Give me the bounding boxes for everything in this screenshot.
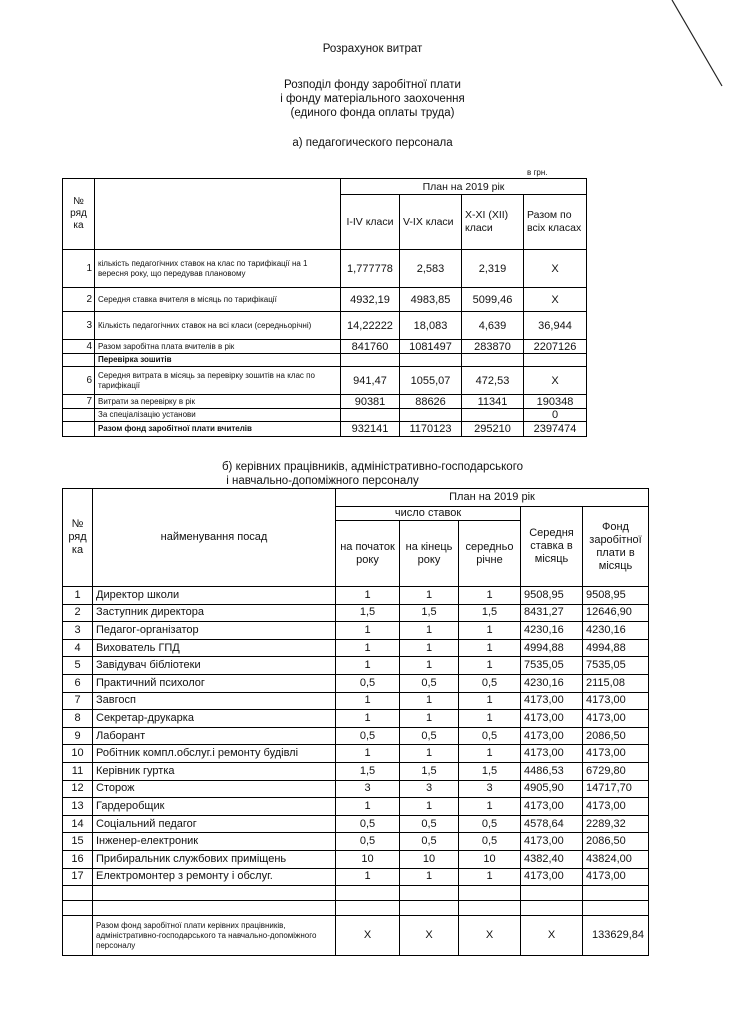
cell: 1: [459, 639, 521, 657]
subtitle-line-1: Розподіл фонду заробітної плати: [284, 79, 461, 91]
cell: 4994,88: [521, 639, 583, 657]
cell: 4173,00: [521, 710, 583, 728]
staff-table: [62, 488, 649, 956]
cell: 0,5: [459, 833, 521, 851]
table-row: [63, 657, 649, 675]
cell: 2289,32: [583, 815, 649, 833]
cell: [341, 409, 400, 422]
cell: 4173,00: [521, 727, 583, 745]
row-number: 7: [63, 692, 93, 710]
cell: 4173,00: [521, 833, 583, 851]
cell: 0,5: [400, 674, 459, 692]
row-label: Кількість педагогічних ставок на всі класи (середньорічні): [95, 312, 341, 340]
cell: 1,5: [459, 604, 521, 622]
cell: 1,5: [336, 762, 400, 780]
cell: 2115,08: [583, 674, 649, 692]
section-b-heading-1: б) керівних працівників, адміністративно-господарського: [221, 461, 524, 473]
cell: 4173,00: [521, 692, 583, 710]
cell: 0,5: [336, 815, 400, 833]
cell: 0,5: [336, 833, 400, 851]
col-name-header: [95, 179, 341, 250]
cell: 133629,84: [583, 916, 649, 956]
cell: 1: [459, 587, 521, 605]
col-header-1-4: I-IV класи: [341, 195, 400, 250]
cell: 2,583: [400, 250, 462, 288]
row-number: 5: [63, 657, 93, 675]
row-label: Робітник компл.обслуг.і ремонту будівлі: [93, 745, 336, 763]
row-label: Разом фонд заробітної плати вчителів: [95, 422, 341, 437]
row-label: Середня витрата в місяць за перевірку зошитів на клас по тарифікації: [95, 367, 341, 395]
cell: 472,53: [462, 367, 524, 395]
table-row: [63, 762, 649, 780]
cell: 1: [400, 622, 459, 640]
col-header-5-9: V-IX класи: [400, 195, 462, 250]
cell: 1,5: [400, 762, 459, 780]
cell: 4578,64: [521, 815, 583, 833]
cell: 11341: [462, 395, 524, 409]
cell: 1: [400, 692, 459, 710]
document-title: Розрахунок витрат: [322, 43, 423, 55]
cell: 9508,95: [583, 587, 649, 605]
section-a-heading: а) педагогического персонала: [292, 137, 453, 149]
row-label: Перевірка зошитів: [95, 354, 341, 367]
cell: 0,5: [336, 674, 400, 692]
currency-unit: в грн.: [527, 168, 548, 177]
row-label: За спеціалізацію установи: [95, 409, 341, 422]
row-label: кількість педагогічних ставок на клас по тарифікації на 1 вересня року, що передував плановому: [95, 250, 341, 288]
cell: [400, 409, 462, 422]
row-label: Керівник гуртка: [93, 762, 336, 780]
cell: 4905,90: [521, 780, 583, 798]
cell: 7535,05: [521, 657, 583, 675]
cell: 4173,00: [583, 692, 649, 710]
cell: Х: [521, 916, 583, 956]
cell: 14717,70: [583, 780, 649, 798]
row-number: 3: [63, 622, 93, 640]
table-row: [63, 367, 587, 395]
cell: 4173,00: [521, 745, 583, 763]
row-label: Секретар-друкарка: [93, 710, 336, 728]
row-number: 6: [63, 674, 93, 692]
cell: 88626: [400, 395, 462, 409]
cell: 18,083: [400, 312, 462, 340]
cell: 1170123: [400, 422, 462, 437]
cell: 2086,50: [583, 727, 649, 745]
row-label: Прибиральник службових приміщень: [93, 850, 336, 868]
table-row: [63, 710, 649, 728]
cell: 7535,05: [583, 657, 649, 675]
col-number-header: № ряд ка: [63, 489, 93, 587]
row-number: 9: [63, 727, 93, 745]
cell: 1,777778: [341, 250, 400, 288]
row-number: 4: [63, 639, 93, 657]
col-header-avg-rate: Середня ставка в місяць: [521, 507, 583, 587]
table-row: [63, 395, 587, 409]
cell: 4173,00: [583, 710, 649, 728]
row-label: Сторож: [93, 780, 336, 798]
row-number: 16: [63, 850, 93, 868]
table-row: [63, 604, 649, 622]
cell: 6729,80: [583, 762, 649, 780]
row-number: 3: [63, 312, 95, 340]
cell: [462, 409, 524, 422]
cell: 4486,53: [521, 762, 583, 780]
cell: 1: [400, 745, 459, 763]
cell: 1: [400, 710, 459, 728]
cell: 1: [400, 798, 459, 816]
cell: [462, 354, 524, 367]
cell: 1: [459, 657, 521, 675]
cell: [524, 354, 587, 367]
cell: 1055,07: [400, 367, 462, 395]
cell: 10: [459, 850, 521, 868]
row-number: [63, 354, 95, 367]
table-row: [63, 288, 587, 312]
row-number: 14: [63, 815, 93, 833]
section-b-heading-2: і навчально-допоміжного персоналу: [226, 475, 419, 487]
cell: 4382,40: [521, 850, 583, 868]
cell: 1,5: [336, 604, 400, 622]
cell: 1: [459, 798, 521, 816]
cell: 1,5: [400, 604, 459, 622]
cell: 4173,00: [583, 745, 649, 763]
cell: 5099,46: [462, 288, 524, 312]
table-row: [63, 409, 587, 422]
cell: 4,639: [462, 312, 524, 340]
cell: 0: [524, 409, 587, 422]
cell: 3: [336, 780, 400, 798]
cell: 1: [336, 868, 400, 886]
row-label: Практичний психолог: [93, 674, 336, 692]
row-label: Лаборант: [93, 727, 336, 745]
cell: 295210: [462, 422, 524, 437]
cell: 4230,16: [521, 622, 583, 640]
cell: 1081497: [400, 340, 462, 354]
cell: 9508,95: [521, 587, 583, 605]
row-label: Соціальний педагог: [93, 815, 336, 833]
cell: Х: [459, 916, 521, 956]
cell: [341, 354, 400, 367]
cell: 10: [400, 850, 459, 868]
col-header-end: на кінець року: [400, 521, 459, 587]
cell: 4230,16: [521, 674, 583, 692]
row-label: Інженер-електроник: [93, 833, 336, 851]
cell: 1: [336, 745, 400, 763]
row-number: 17: [63, 868, 93, 886]
cell: 1: [459, 745, 521, 763]
subtitle-line-2: і фонду матеріального заохочення: [280, 93, 465, 105]
cell: Х: [524, 250, 587, 288]
table-row: [63, 354, 587, 367]
row-number: 2: [63, 604, 93, 622]
cell: 0,5: [459, 674, 521, 692]
cell: 1: [336, 587, 400, 605]
cell: Х: [524, 367, 587, 395]
cell: 1: [459, 868, 521, 886]
cell: Х: [336, 916, 400, 956]
cell: 1: [336, 657, 400, 675]
plan-header: План на 2019 рік: [336, 489, 649, 507]
row-number: 10: [63, 745, 93, 763]
plan-header: План на 2019 рік: [341, 179, 587, 195]
cell: 12646,90: [583, 604, 649, 622]
cell: 1: [336, 710, 400, 728]
row-label: Директор школи: [93, 587, 336, 605]
cell: 2397474: [524, 422, 587, 437]
table-row: [63, 340, 587, 354]
empty-row: [63, 901, 649, 916]
table-row: [63, 850, 649, 868]
cell: 0,5: [400, 833, 459, 851]
col-name-header: найменування посад: [93, 489, 336, 587]
cell: 1: [336, 622, 400, 640]
row-label: Гардеробщик: [93, 798, 336, 816]
row-label: Разом фонд заробітної плати керівних працівників, адміністративно-господарського та навчально-допоміжного персоналу: [93, 916, 336, 956]
cell: 90381: [341, 395, 400, 409]
cell: Х: [524, 288, 587, 312]
cell: 0,5: [459, 727, 521, 745]
table-row: [63, 639, 649, 657]
cell: 1: [459, 710, 521, 728]
row-number: 12: [63, 780, 93, 798]
row-label: Завгосп: [93, 692, 336, 710]
table-row: [63, 745, 649, 763]
cell: 1: [400, 868, 459, 886]
table-row: [63, 815, 649, 833]
cell: 2086,50: [583, 833, 649, 851]
cell: 0,5: [400, 727, 459, 745]
cell: 4932,19: [341, 288, 400, 312]
cell: 4173,00: [583, 868, 649, 886]
cell: 0,5: [400, 815, 459, 833]
row-label: Витрати за перевірку в рік: [95, 395, 341, 409]
cell: [400, 354, 462, 367]
row-number: 15: [63, 833, 93, 851]
cell: 190348: [524, 395, 587, 409]
col-header-fund: Фонд заробітної плати в місяць: [583, 507, 649, 587]
row-label: Вихователь ГПД: [93, 639, 336, 657]
cell: 10: [336, 850, 400, 868]
table-row: [63, 587, 649, 605]
cell: 1: [336, 639, 400, 657]
cell: 4173,00: [583, 798, 649, 816]
row-label: Електромонтер з ремонту і обслуг.: [93, 868, 336, 886]
cell: 2207126: [524, 340, 587, 354]
table-row: [63, 622, 649, 640]
col-header-total: Разом по всіх класах: [524, 195, 587, 250]
row-number: [63, 422, 95, 437]
cell: 0,5: [459, 815, 521, 833]
cell: 1: [400, 587, 459, 605]
row-number: 7: [63, 395, 95, 409]
cell: 1: [336, 798, 400, 816]
table-row: [63, 692, 649, 710]
row-number: 1: [63, 587, 93, 605]
cell: 2,319: [462, 250, 524, 288]
row-number: 1: [63, 250, 95, 288]
cell: 1: [459, 692, 521, 710]
row-number: [63, 409, 95, 422]
cell: 14,22222: [341, 312, 400, 340]
table-row: [63, 833, 649, 851]
cell: 4173,00: [521, 868, 583, 886]
cell: 36,944: [524, 312, 587, 340]
cell: 1,5: [459, 762, 521, 780]
col-header-average: середньо річне: [459, 521, 521, 587]
table-row-total: [63, 916, 649, 956]
cell: Х: [400, 916, 459, 956]
table-row: [63, 798, 649, 816]
col-header-start: на початок року: [336, 521, 400, 587]
row-label: Завідувач бібліотеки: [93, 657, 336, 675]
row-number: 6: [63, 367, 95, 395]
cell: 3: [459, 780, 521, 798]
cell: 1: [400, 657, 459, 675]
cell: 4173,00: [521, 798, 583, 816]
cell: 43824,00: [583, 850, 649, 868]
col-header-10-12: X-XI (XII) класи: [462, 195, 524, 250]
table-row: [63, 780, 649, 798]
table-row: [63, 727, 649, 745]
cell: 1: [459, 622, 521, 640]
teachers-table: [62, 178, 587, 437]
empty-row: [63, 886, 649, 901]
table-row: [63, 250, 587, 288]
row-number: 11: [63, 762, 93, 780]
row-number: [63, 916, 93, 956]
cell: 8431,27: [521, 604, 583, 622]
row-number: 8: [63, 710, 93, 728]
cell: 941,47: [341, 367, 400, 395]
row-label: Заступник директора: [93, 604, 336, 622]
cell: 932141: [341, 422, 400, 437]
cell: 4983,85: [400, 288, 462, 312]
cell: 1: [400, 639, 459, 657]
row-number: 13: [63, 798, 93, 816]
col-number-header: № ряд ка: [63, 179, 95, 250]
subtitle-line-3: (единого фонда оплаты труда): [290, 107, 455, 119]
table-row: [63, 312, 587, 340]
cell: 283870: [462, 340, 524, 354]
row-label: Педагог-організатор: [93, 622, 336, 640]
cell: 0,5: [336, 727, 400, 745]
rates-header: число ставок: [336, 507, 521, 521]
row-label: Разом заробітна плата вчителів в рік: [95, 340, 341, 354]
cell: 4994,88: [583, 639, 649, 657]
cell: 841760: [341, 340, 400, 354]
table-row: [63, 674, 649, 692]
cell: 1: [336, 692, 400, 710]
table-row: [63, 868, 649, 886]
table-row-total: [63, 422, 587, 437]
cell: 3: [400, 780, 459, 798]
row-label: Середня ставка вчителя в місяць по тарифікації: [95, 288, 341, 312]
cell: 4230,16: [583, 622, 649, 640]
row-number: 2: [63, 288, 95, 312]
row-number: 4: [63, 340, 95, 354]
